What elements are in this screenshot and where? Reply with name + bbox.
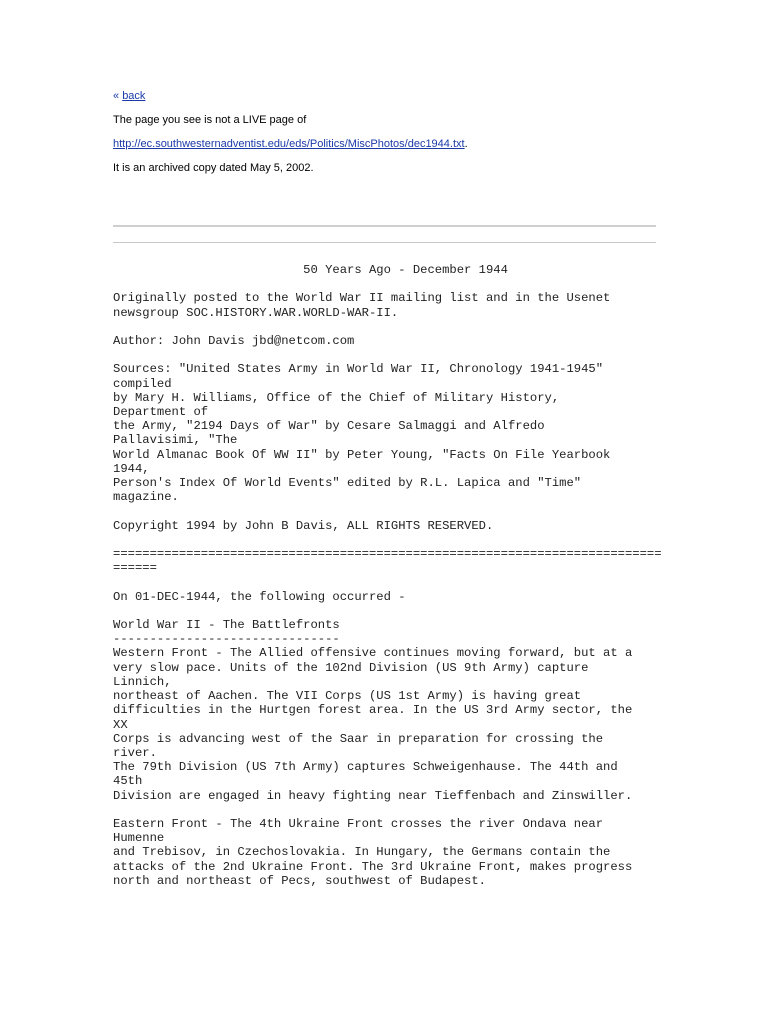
archived-url-row <box>113 138 468 150</box>
back-arrow-icon: « <box>113 90 120 102</box>
back-link[interactable]: back <box>122 90 146 102</box>
header-divider-top <box>113 225 656 227</box>
header-divider-bottom <box>113 242 656 243</box>
archived-date-notice: It is an archived copy dated May 5, 2002. <box>113 162 314 174</box>
archived-document-text: 50 Years Ago - December 1944 Originally posted to the World War II mailing list and in the Usenet newsgroup SOC.HISTORY.WAR.WORLD-WAR-II. Author: John Davis jbd@netcom.com Sources: "United States Army in World War II, Chronology 1941-1945" compiled by Mary H. Williams, Office of the Chief of Military History, Department of the Army, "2194 Days of War" by Cesare Salmaggi and Alfredo Pallavisimi, "The World Almanac Book Of WW II" by Peter Young, "Facts On File Yearbook 1944, Person's Index Of World Events" edited by R.L. Lapica and "Time" magazine. Copyright 1994 by John B Davis, ALL RIGHTS RESERVED. =========================================================================== ====== On 01-DEC-1944, the following occurred - World War II - The Battlefronts ------------------------------- Western Front - The Allied offensive continues moving forward, but at a very slow pace. Units of the 102nd Division (US 9th Army) capture Linnich, northeast of Aachen. The VII Corps (US 1st Army) is having great difficulties in the Hurtgen forest area. In the US 3rd Army sector, the XX Corps is advancing west of the Saar in preparation for crossing the river. The 79th Division (US 7th Army) captures Schweigenhause. The 44th and 45th Division are engaged in heavy fighting near Tieffenbach and Zinswiller. Eastern Front - The 4th Ukraine Front crosses the river Ondava near Humenne and Trebisov, in Czechoslovakia. In Hungary, the Germans contain the attacks of the 2nd Ukraine Front. The 3rd Ukraine Front, makes progress north and northeast of Pecs, southwest of Budapest. <box>113 263 662 888</box>
archived-url-link[interactable]: http://ec.southwesternadventist.edu/eds/Politics/MiscPhotos/dec1944.txt <box>113 138 465 150</box>
archived-url-suffix: . <box>464 138 468 150</box>
live-page-notice: The page you see is not a LIVE page of <box>113 114 307 126</box>
back-link-row <box>113 90 145 102</box>
